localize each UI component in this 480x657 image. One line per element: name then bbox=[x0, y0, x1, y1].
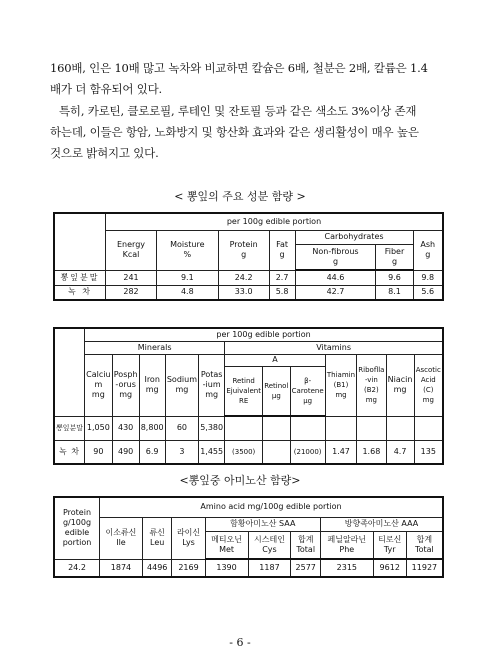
cell bbox=[263, 440, 290, 464]
col-moisture: Moisture % bbox=[157, 230, 219, 270]
table-row bbox=[54, 559, 443, 577]
col-cys: 시스테인 Cys bbox=[248, 531, 291, 559]
cell: 5.6 bbox=[413, 285, 443, 300]
cell: 1187 bbox=[248, 559, 291, 577]
col-ile: 이소류신 Ile bbox=[100, 517, 143, 559]
col-riboflavin: Riboflla -vin (B2) mg bbox=[357, 354, 386, 416]
col-lys: 라이신 Lys bbox=[172, 517, 205, 559]
cell: (21000) bbox=[290, 440, 325, 464]
vitamin-a-header: A bbox=[225, 354, 326, 366]
cell: 5,380 bbox=[199, 416, 225, 440]
protein-header: Protein g/100g edible portion bbox=[54, 497, 100, 559]
col-sodium: Sodium mg bbox=[165, 354, 198, 416]
cell: 1390 bbox=[205, 559, 248, 577]
cell bbox=[386, 416, 414, 440]
table-row bbox=[54, 416, 443, 440]
cell: 1.68 bbox=[357, 440, 386, 464]
portion-header: per 100g edible portion bbox=[85, 328, 443, 341]
col-leu: 류신 Leu bbox=[142, 517, 172, 559]
cell: 2315 bbox=[320, 559, 373, 577]
col-thiamin: Thiamin (B1) mg bbox=[325, 354, 356, 416]
nutrient-table bbox=[53, 212, 444, 301]
cell bbox=[325, 416, 356, 440]
cell: 1.47 bbox=[325, 440, 356, 464]
table-row bbox=[54, 270, 443, 285]
cell: 241 bbox=[106, 270, 157, 285]
cell: 5.8 bbox=[269, 285, 295, 300]
col-fiber: Fiber g bbox=[376, 244, 413, 270]
vitamins-header: Vitamins bbox=[225, 341, 443, 354]
cell: 2577 bbox=[291, 559, 321, 577]
col-fat: Fat g bbox=[269, 230, 295, 270]
cell: 4.7 bbox=[386, 440, 414, 464]
col-iron: Iron mg bbox=[139, 354, 165, 416]
aaa-header: 방향족아미노산 AAA bbox=[320, 517, 443, 531]
cell: 42.7 bbox=[295, 285, 376, 300]
table-row bbox=[54, 285, 443, 300]
row-label: 녹 차 bbox=[54, 440, 85, 464]
body-paragraph bbox=[50, 58, 445, 100]
row-label: 녹 차 bbox=[54, 285, 106, 300]
table3-caption: <뽕잎중 아미노산 함량> bbox=[179, 474, 301, 487]
cell: 1874 bbox=[100, 559, 143, 577]
col-beta-carotene: β- Carotene μg bbox=[290, 366, 325, 416]
cell: 60 bbox=[165, 416, 198, 440]
table1-caption: < 뽕잎의 주요 성분 함량 > bbox=[174, 190, 306, 203]
table-row bbox=[54, 440, 443, 464]
col-retinol: Retinol μg bbox=[263, 366, 290, 416]
para-line: 160배, 인은 10배 많고 녹차와 비교하면 칼슘은 6배, 철분은 2배, 칼륨은 1.4 bbox=[50, 61, 428, 75]
cell: 282 bbox=[106, 285, 157, 300]
col-saa-total: 합계 Total bbox=[291, 531, 321, 559]
cell: (3500) bbox=[225, 440, 263, 464]
col-niacin: Niacin mg bbox=[386, 354, 414, 416]
col-nonfibrous: Non-fibrous g bbox=[295, 244, 376, 270]
cell: 9.1 bbox=[157, 270, 219, 285]
col-protein: Protein g bbox=[218, 230, 269, 270]
cell: 1,050 bbox=[85, 416, 113, 440]
col-phe: 페닐알라닌 Phe bbox=[320, 531, 373, 559]
cell: 8.1 bbox=[376, 285, 413, 300]
cell: 33.0 bbox=[218, 285, 269, 300]
cell: 3 bbox=[165, 440, 198, 464]
col-phosphorus: Posph -orus mg bbox=[112, 354, 139, 416]
cell: 135 bbox=[414, 440, 443, 464]
para-line: 특히, 카로틴, 클로로필, 루테인 및 잔토필 등과 같은 색소도 3%이상 존재 bbox=[59, 104, 417, 118]
col-energy: Energy Kcal bbox=[106, 230, 157, 270]
mineral-vitamin-table bbox=[53, 327, 444, 465]
cell: 24.2 bbox=[54, 559, 100, 577]
cell bbox=[263, 416, 290, 440]
cell: 490 bbox=[112, 440, 139, 464]
cell: 2.7 bbox=[269, 270, 295, 285]
page-number: - 6 - bbox=[229, 636, 251, 649]
saa-header: 함황아미노산 SAA bbox=[205, 517, 320, 531]
cell: 9612 bbox=[373, 559, 406, 577]
col-retinol-equivalent: Retind Ejuivalent RE bbox=[225, 366, 263, 416]
cell: 8,800 bbox=[139, 416, 165, 440]
row-label: 뽕잎분말 bbox=[54, 270, 106, 285]
cell bbox=[225, 416, 263, 440]
para-line: 배가 더 함유되어 있다. bbox=[50, 82, 163, 96]
cell: 1,455 bbox=[199, 440, 225, 464]
cell: 4.8 bbox=[157, 285, 219, 300]
cell: 6.9 bbox=[139, 440, 165, 464]
para-line: 것으로 밝혀지고 있다. bbox=[50, 146, 159, 160]
cell: 430 bbox=[112, 416, 139, 440]
portion-header: per 100g edible portion bbox=[106, 213, 444, 230]
col-met: 메티오닌 Met bbox=[205, 531, 248, 559]
cell: 90 bbox=[85, 440, 113, 464]
cell: 24.2 bbox=[218, 270, 269, 285]
cell bbox=[414, 416, 443, 440]
cell: 44.6 bbox=[295, 270, 376, 285]
para-line: 하는데, 이들은 항암, 노화방지 및 항산화 효과와 같은 생리활성이 매우 높은 bbox=[50, 125, 419, 139]
col-tyr: 티로신 Tyr bbox=[373, 531, 406, 559]
body-paragraph-2 bbox=[50, 101, 445, 164]
carbo-header: Carbohydrates bbox=[295, 230, 413, 244]
col-potassium: Potas -ium mg bbox=[199, 354, 225, 416]
row-label: 뽕잎분말 bbox=[54, 416, 85, 440]
cell: 9.6 bbox=[376, 270, 413, 285]
amino-header: Amino acid mg/100g edible portion bbox=[100, 497, 444, 517]
col-ascorbic: Ascotic Acid (C) mg bbox=[414, 354, 443, 416]
cell: 2169 bbox=[172, 559, 205, 577]
amino-acid-table bbox=[53, 496, 444, 578]
col-calcium: Calciu m mg bbox=[85, 354, 113, 416]
minerals-header: Minerals bbox=[85, 341, 225, 354]
cell: 4496 bbox=[142, 559, 172, 577]
cell: 9.8 bbox=[413, 270, 443, 285]
col-ash: Ash g bbox=[413, 230, 443, 270]
cell bbox=[357, 416, 386, 440]
cell: 11927 bbox=[406, 559, 443, 577]
col-aaa-total: 합계 Total bbox=[406, 531, 443, 559]
cell bbox=[290, 416, 325, 440]
